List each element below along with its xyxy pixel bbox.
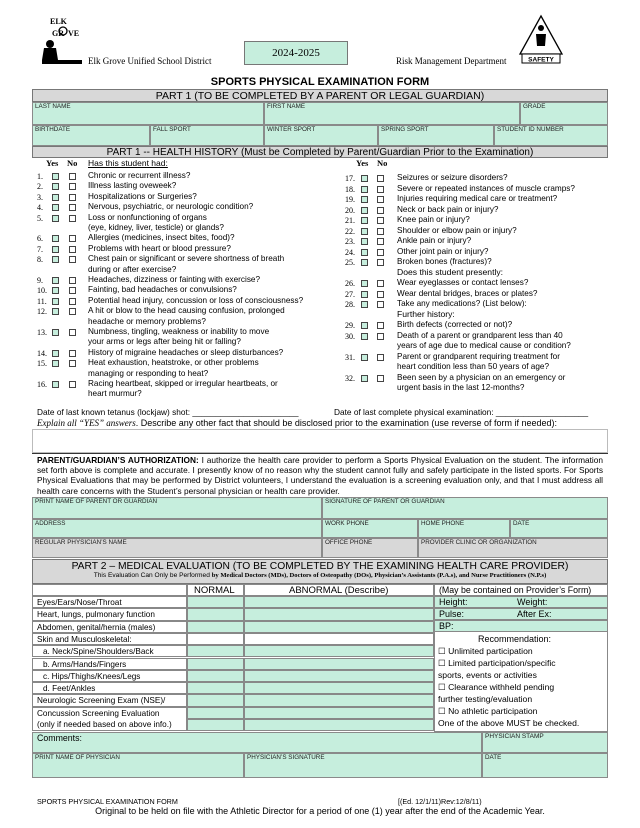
yes-checkbox[interactable] xyxy=(361,238,368,245)
svg-text:GR: GR xyxy=(52,29,64,38)
last-name-field[interactable]: LAST NAME xyxy=(32,102,264,125)
no-checkbox[interactable] xyxy=(69,194,76,201)
divider xyxy=(32,453,608,454)
yes-checkbox[interactable] xyxy=(361,207,368,214)
no-checkbox[interactable] xyxy=(377,228,384,235)
bp-field[interactable]: BP: xyxy=(434,620,608,632)
yes-checkbox[interactable] xyxy=(52,350,59,357)
normal-cell[interactable] xyxy=(187,621,244,633)
winter-sport-field[interactable]: WINTER SPORT xyxy=(264,125,378,146)
question-text: Heat exhaustion, heatstroke, or other problems xyxy=(88,358,259,368)
rec-clearance-cont: further testing/evaluation xyxy=(438,694,533,704)
question-number: 8. xyxy=(37,255,43,265)
yes-checkbox[interactable] xyxy=(361,228,368,235)
fall-sport-field[interactable]: FALL SPORT xyxy=(150,125,264,146)
no-checkbox[interactable] xyxy=(69,204,76,211)
question-number: 25. xyxy=(345,258,355,267)
yes-checkbox[interactable] xyxy=(52,360,59,367)
form-title: SPORTS PHYSICAL EXAMINATION FORM xyxy=(210,76,430,88)
part2-subtitle-a: This Evaluation Can Only be Performed xyxy=(93,572,212,579)
yes-checkbox[interactable] xyxy=(361,322,368,329)
no-checkbox[interactable] xyxy=(377,196,384,203)
part2-subtitle-b: by Medical Doctors (MDs), Doctors of Osteopathy (DOs), Physician’s Assistants (P.A.s), and Nurse Practitioners (N.P.s) xyxy=(211,572,547,579)
home-phone-field[interactable]: HOME PHONE xyxy=(418,519,510,538)
yes-checkbox[interactable] xyxy=(52,194,59,201)
question-number: 20. xyxy=(345,205,355,215)
no-checkbox[interactable] xyxy=(69,329,76,336)
yes-checkbox[interactable] xyxy=(361,333,368,340)
question-number: 23. xyxy=(345,237,355,246)
yes-checkbox[interactable] xyxy=(361,196,368,203)
no-checkbox[interactable] xyxy=(377,217,384,224)
no-checkbox[interactable] xyxy=(377,238,384,245)
has-student-had-label: Has this student had: xyxy=(88,158,168,168)
question-text: A hit or blow to the head causing confusion, prolonged xyxy=(88,306,285,316)
grade-field[interactable]: GRADE xyxy=(520,102,608,125)
question-text: Severe or repeated instances of muscle cramps? xyxy=(397,183,575,193)
no-checkbox[interactable] xyxy=(69,235,76,242)
address-field[interactable]: ADDRESS xyxy=(32,519,322,538)
yes-checkbox[interactable] xyxy=(361,175,368,182)
yes-checkbox[interactable] xyxy=(361,301,368,308)
spring-sport-field[interactable]: SPRING SPORT xyxy=(378,125,494,146)
footer-note: Original to be held on file with the Athletic Director for a period of one (1) year after the end of the Academic Year. xyxy=(95,806,545,816)
no-checkbox[interactable] xyxy=(377,322,384,329)
question-text: Take any medications? (List below): xyxy=(397,299,527,308)
question-text: during or after exercise? xyxy=(88,264,177,274)
no-checkbox[interactable] xyxy=(69,183,76,190)
no-checkbox[interactable] xyxy=(377,301,384,308)
question-text: Chronic or recurrent illness? xyxy=(88,171,191,180)
question-number: 9. xyxy=(37,276,43,285)
question-text: Knee pain or injury? xyxy=(397,215,470,224)
question-text: Further history: xyxy=(397,308,455,319)
exam-row-label xyxy=(32,658,187,670)
question-number: 26. xyxy=(345,279,355,288)
question-text: Potential head injury, concussion or loss of consciousness? xyxy=(88,295,304,305)
explain-italic: Explain all “YES” answers xyxy=(37,418,136,428)
yes-checkbox[interactable] xyxy=(361,249,368,256)
abnormal-cell[interactable] xyxy=(244,682,434,694)
normal-cell[interactable] xyxy=(187,658,244,670)
question-text: Seizures or seizure disorders? xyxy=(397,173,508,182)
abnormal-cell[interactable] xyxy=(244,658,434,670)
yes-checkbox[interactable] xyxy=(52,256,59,263)
no-checkbox[interactable] xyxy=(377,291,384,298)
yes-header-left: Yes xyxy=(46,158,59,168)
no-checkbox[interactable] xyxy=(69,256,76,263)
explain-rest: . Describe any other fact that should be disclosed prior to the examination (use reverse of form if needed): xyxy=(135,418,557,428)
normal-cell[interactable] xyxy=(187,707,244,719)
question-number: 19. xyxy=(345,195,355,204)
no-checkbox[interactable] xyxy=(69,350,76,357)
yes-checkbox[interactable] xyxy=(52,308,59,315)
question-number: 15. xyxy=(37,359,47,369)
question-text: headache or memory problems? xyxy=(88,316,206,326)
normal-cell[interactable] xyxy=(187,596,244,608)
exam-row-text: Abdomen, genital/hernia (males) xyxy=(37,622,156,632)
yes-checkbox[interactable] xyxy=(361,375,368,382)
normal-cell[interactable] xyxy=(187,670,244,682)
yes-checkbox[interactable] xyxy=(52,287,59,294)
district-logo xyxy=(36,14,86,66)
question-text: Does this student presently: xyxy=(397,266,504,277)
regular-physician-field[interactable]: REGULAR PHYSICIAN’S NAME xyxy=(32,538,322,558)
yes-checkbox[interactable] xyxy=(52,277,59,284)
question-text: Birth defects (corrected or not)? xyxy=(397,320,513,329)
authorization-text xyxy=(37,455,603,496)
question-text: Broken bones (fractures)? xyxy=(397,257,492,266)
question-number: 12. xyxy=(37,307,47,317)
question-number: 30. xyxy=(345,331,355,341)
question-number: 10. xyxy=(37,286,47,296)
question-number: 17. xyxy=(345,174,355,183)
no-checkbox[interactable] xyxy=(69,308,76,315)
rec-must-check: One of the above MUST be checked. xyxy=(438,718,580,728)
normal-cell[interactable] xyxy=(187,645,244,657)
no-checkbox[interactable] xyxy=(377,186,384,193)
no-checkbox[interactable] xyxy=(69,360,76,367)
school-year-field[interactable]: 2024-2025 xyxy=(244,41,348,65)
yes-checkbox[interactable] xyxy=(52,246,59,253)
health-history-title: PART 1 -- HEALTH HISTORY (Must be Completed by Parent/Guardian Prior to the Examination) xyxy=(32,146,608,158)
part2-title: PART 2 – MEDICAL EVALUATION (TO BE COMPLETED BY THE EXAMINING HEALTH CARE PROVIDER) xyxy=(71,561,569,572)
no-checkbox[interactable] xyxy=(377,375,384,382)
yes-header-right: Yes xyxy=(356,158,369,168)
exam-row-text: c. Hips/Thighs/Knees/Legs xyxy=(43,671,141,681)
exam-row-label xyxy=(32,670,187,682)
question-number: 3. xyxy=(37,192,43,202)
no-checkbox[interactable] xyxy=(377,207,384,214)
yes-checkbox[interactable] xyxy=(361,280,368,287)
p2-header-blank xyxy=(32,584,187,596)
question-number: 13. xyxy=(37,328,47,337)
abnormal-cell[interactable] xyxy=(244,694,434,706)
yes-checkbox[interactable] xyxy=(52,183,59,190)
exam-row-text: a. Neck/Spine/Shoulders/Back xyxy=(43,647,154,657)
question-number: 14. xyxy=(37,348,47,358)
question-text: Neck or back pain or injury? xyxy=(397,204,499,214)
physician-print-name-field[interactable]: PRINT NAME OF PHYSICIAN xyxy=(32,753,244,778)
question-number: 32. xyxy=(345,373,355,383)
authorization-body: I authorize the health care provider to perform a Sports Physical Evaluation on the student. The information set forth above is complete and accurate. I presently know of no reason why the student cannot fully and safely participate in the listed sports. For Sports Physical Evaluations that may be performed by District volunteers, I understand the evaluation is a screening evaluation only, and that I must address all health care concerns with the Student’s personal physician or health care provider. xyxy=(37,455,604,496)
district-name: Elk Grove Unified School District xyxy=(88,56,212,66)
question-text: Parent or grandparent requiring treatment for xyxy=(397,351,560,361)
question-text: Been seen by a physician on an emergency or xyxy=(397,372,566,382)
safety-logo xyxy=(518,14,564,64)
question-text: Shoulder or elbow pain or injury? xyxy=(397,225,517,235)
exam-row-label xyxy=(32,694,187,706)
normal-header: NORMAL xyxy=(187,584,244,596)
question-text: Wear dental bridges, braces or plates? xyxy=(397,288,538,298)
question-text: urgent basis in the last 12-months? xyxy=(397,383,525,392)
question-text: Chest pain or significant or severe shortness of breath xyxy=(88,254,285,264)
question-text: managing or responding to heat? xyxy=(88,368,209,378)
normal-cell xyxy=(187,633,244,645)
normal-cell[interactable] xyxy=(187,608,244,620)
rec-clearance-withheld[interactable]: ☐ Clearance withheld pending xyxy=(438,682,555,692)
no-checkbox[interactable] xyxy=(69,173,76,180)
recommendation-heading: Recommendation: xyxy=(478,634,552,644)
exam-row-label xyxy=(32,596,187,608)
part1-title: PART 1 (TO BE COMPLETED BY A PARENT OR LEGAL GUARDIAN) xyxy=(32,89,608,102)
last-physical-line[interactable]: Date of last complete physical examination: ____________________ xyxy=(334,407,589,417)
question-text: Injuries requiring medical care or treatment? xyxy=(397,194,558,203)
no-checkbox[interactable] xyxy=(377,259,384,266)
question-number: 21. xyxy=(345,216,355,225)
exam-row-text: (only if needed based on above info.) xyxy=(37,720,172,729)
parent-print-name-field[interactable]: PRINT NAME OF PARENT OR GUARDIAN xyxy=(32,497,322,519)
no-header-right: No xyxy=(377,158,388,168)
part2-header xyxy=(32,559,608,584)
question-text: your arms or legs after being hit or falling? xyxy=(88,337,241,347)
birthdate-field[interactable]: BIRTHDATE xyxy=(32,125,150,146)
question-number: 31. xyxy=(345,352,355,362)
exam-row-text: d. Feet/Ankles xyxy=(43,684,96,694)
physician-signature-field[interactable]: PHYSICIAN’S SIGNATURE xyxy=(244,753,482,778)
abnormal-cell[interactable] xyxy=(244,596,434,608)
question-text: Death of a parent or grandparent less than 40 xyxy=(397,330,563,340)
yes-checkbox[interactable] xyxy=(361,354,368,361)
question-number: 1. xyxy=(37,172,43,181)
abnormal-cell[interactable] xyxy=(244,719,434,731)
question-text: Loss or nonfunctioning of organs xyxy=(88,212,207,222)
question-text: heart condition less than 50 years of age? xyxy=(397,362,550,371)
abnormal-cell[interactable] xyxy=(244,608,434,620)
no-checkbox[interactable] xyxy=(377,175,384,182)
explain-instructions xyxy=(37,418,557,428)
question-text: Numbness, tingling, weakness or inability to move xyxy=(88,327,270,336)
yes-checkbox[interactable] xyxy=(52,215,59,222)
abnormal-cell[interactable] xyxy=(244,645,434,657)
question-text: heart murmur? xyxy=(88,389,142,399)
question-number: 6. xyxy=(37,234,43,244)
question-number: 28. xyxy=(345,300,355,309)
question-text: History of migraine headaches or sleep disturbances? xyxy=(88,347,284,357)
explain-textarea[interactable] xyxy=(32,429,608,453)
no-checkbox[interactable] xyxy=(377,333,384,340)
first-name-field[interactable]: FIRST NAME xyxy=(264,102,520,125)
exam-row-label xyxy=(32,645,187,657)
question-number: 18. xyxy=(345,184,355,194)
provider-clinic-field[interactable]: PROVIDER CLINIC OR ORGANIZATION xyxy=(418,538,608,558)
question-text: Hospitalizations or Surgeries? xyxy=(88,191,197,201)
footer-form-name: SPORTS PHYSICAL EXAMINATION FORM xyxy=(37,797,178,806)
physician-stamp-field[interactable]: PHYSICIAN STAMP xyxy=(482,732,608,753)
rec-no-participation[interactable]: ☐ No athletic participation xyxy=(438,706,538,716)
no-checkbox[interactable] xyxy=(69,246,76,253)
comments-field[interactable]: Comments: xyxy=(32,732,482,753)
work-phone-field[interactable]: WORK PHONE xyxy=(322,519,418,538)
exam-row-label xyxy=(32,608,187,620)
question-number: 7. xyxy=(37,244,43,254)
no-checkbox[interactable] xyxy=(69,215,76,222)
abnormal-cell[interactable] xyxy=(244,707,434,719)
question-text: Racing heartbeat, skipped or irregular heartbeats, or xyxy=(88,379,278,388)
risk-management-dept: Risk Management Department xyxy=(396,56,507,66)
question-number: 2. xyxy=(37,182,43,192)
exam-row-label xyxy=(32,707,187,719)
yes-checkbox[interactable] xyxy=(52,329,59,336)
question-number: 22. xyxy=(345,226,355,236)
height-field[interactable]: Height: Weight: xyxy=(434,596,608,608)
yes-checkbox[interactable] xyxy=(361,217,368,224)
yes-checkbox[interactable] xyxy=(361,186,368,193)
authorization-heading: PARENT/GUARDIAN’S AUTHORIZATION: xyxy=(37,455,199,465)
svg-text:ELK: ELK xyxy=(50,17,67,26)
provider-form-note: (May be contained on Provider’s Form) xyxy=(434,584,608,596)
question-number: 16. xyxy=(37,380,47,389)
rec-limited[interactable]: ☐ Limited participation/specific xyxy=(438,658,556,668)
question-text: Wear eyeglasses or contact lenses? xyxy=(397,278,529,287)
footer-edition: [(Ed. 12/1/11)Rev:12/8/11) xyxy=(398,797,482,806)
student-id-field[interactable]: STUDENT ID NUMBER xyxy=(494,125,608,146)
yes-checkbox[interactable] xyxy=(52,204,59,211)
question-text: Fainting, bad headaches or convulsions? xyxy=(88,285,237,295)
normal-cell[interactable] xyxy=(187,694,244,706)
question-number: 27. xyxy=(345,289,355,299)
question-text: Ankle pain or injury? xyxy=(397,236,472,245)
normal-cell[interactable] xyxy=(187,682,244,694)
part2-subtitle xyxy=(33,572,607,579)
no-checkbox[interactable] xyxy=(377,354,384,361)
question-number: 5. xyxy=(37,213,43,223)
exam-row-label xyxy=(32,682,187,694)
rec-unlimited[interactable]: ☐ Unlimited participation xyxy=(438,646,533,656)
normal-cell[interactable] xyxy=(187,719,244,731)
office-phone-field[interactable]: OFFICE PHONE xyxy=(322,538,418,558)
yes-checkbox[interactable] xyxy=(52,298,59,305)
tetanus-line[interactable]: Date of last known tetanus (lockjaw) shot: _______________________ xyxy=(37,407,299,417)
yes-checkbox[interactable] xyxy=(361,291,368,298)
no-checkbox[interactable] xyxy=(69,298,76,305)
pulse-field[interactable]: Pulse: After Ex: xyxy=(434,608,608,620)
yes-checkbox[interactable] xyxy=(52,381,59,388)
rec-limited-cont: sports, events or activities xyxy=(438,670,537,680)
exam-row-text: Heart, lungs, pulmonary function xyxy=(37,610,155,620)
question-text: Headaches, dizziness or fainting with exercise? xyxy=(88,275,261,284)
svg-text:SAFETY: SAFETY xyxy=(528,56,554,64)
no-checkbox[interactable] xyxy=(69,381,76,388)
exam-row-text: Eyes/Ears/Nose/Throat xyxy=(37,598,122,607)
question-text: Other joint pain or injury? xyxy=(397,246,489,256)
svg-text:VE: VE xyxy=(68,29,80,38)
question-text: Nervous, psychiatric, or neurologic condition? xyxy=(88,202,254,212)
exam-row-text: Neurologic Screening Exam (NSE)/ xyxy=(37,696,166,706)
question-number: 24. xyxy=(345,247,355,257)
question-number: 11. xyxy=(37,296,47,306)
question-text: Allergies (medicines, insect bites, food)? xyxy=(88,233,235,243)
exam-row-label xyxy=(32,621,187,633)
exam-row-label xyxy=(32,633,187,645)
question-text: years of age due to medical cause or condition? xyxy=(397,341,571,350)
parent-signature-field[interactable]: SIGNATURE OF PARENT OR GUARDIAN xyxy=(322,497,608,519)
abnormal-cell[interactable] xyxy=(244,670,434,682)
no-checkbox[interactable] xyxy=(377,249,384,256)
no-checkbox[interactable] xyxy=(69,277,76,284)
question-number: 29. xyxy=(345,321,355,330)
parent-date-field[interactable]: DATE xyxy=(510,519,608,538)
abnormal-header: ABNORMAL (Describe) xyxy=(244,584,434,596)
physician-date-field[interactable]: DATE xyxy=(482,753,608,778)
abnormal-cell[interactable] xyxy=(244,621,434,633)
question-text: Illness lasting oveweek? xyxy=(88,181,177,191)
yes-checkbox[interactable] xyxy=(52,173,59,180)
question-text: (eye, kidney, liver, testicle) or glands? xyxy=(88,223,224,232)
exam-row-text: Concussion Screening Evaluation xyxy=(37,708,160,718)
yes-checkbox[interactable] xyxy=(52,235,59,242)
no-checkbox[interactable] xyxy=(69,287,76,294)
question-text: Problems with heart or blood pressure? xyxy=(88,243,231,253)
no-checkbox[interactable] xyxy=(377,280,384,287)
no-header-left: No xyxy=(67,158,78,168)
exam-row-label xyxy=(32,719,187,731)
question-number: 4. xyxy=(37,203,43,213)
exam-row-text: b. Arms/Hands/Fingers xyxy=(43,659,127,669)
exam-row-text: Skin and Musculoskeletal: xyxy=(37,634,132,644)
abnormal-cell xyxy=(244,633,434,645)
yes-checkbox[interactable] xyxy=(361,259,368,266)
